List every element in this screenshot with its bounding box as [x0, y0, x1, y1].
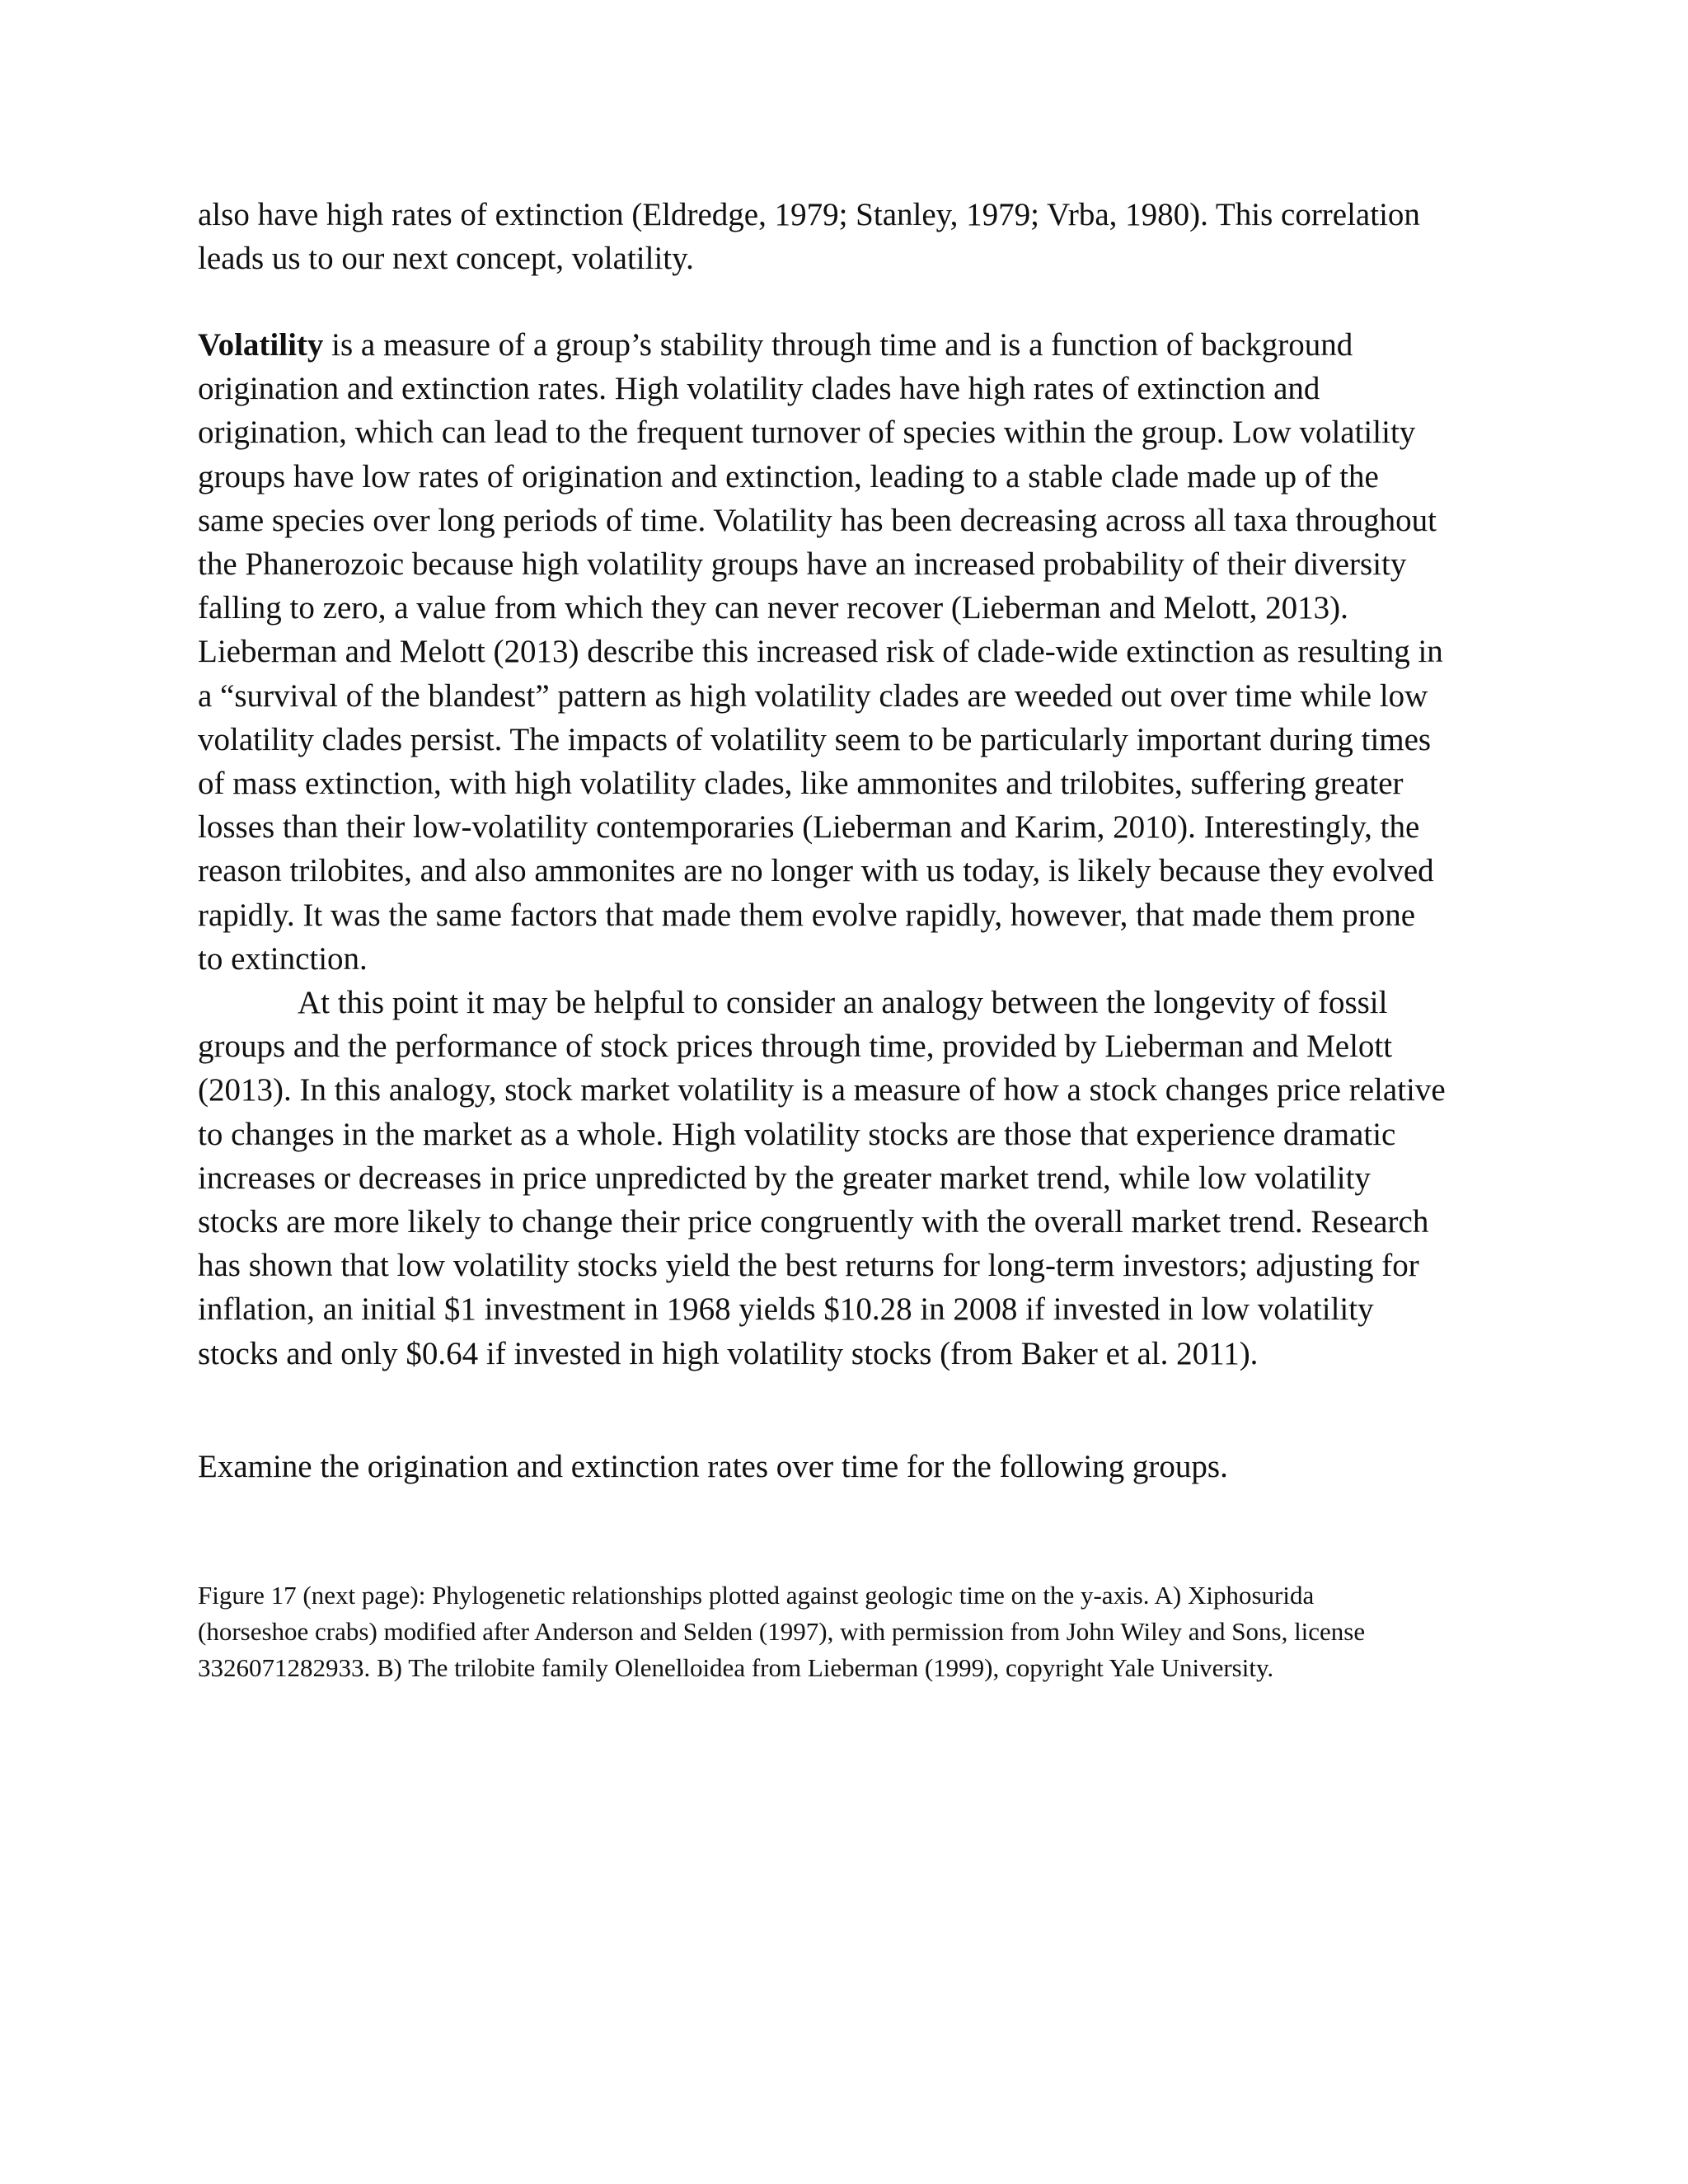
text-line: volatility clades persist. The impacts of volatility seem to be particularly important during times [198, 721, 1432, 757]
text-line: reason trilobites, and also ammonites are no longer with us today, is likely because they evolved [198, 853, 1434, 889]
text-line: falling to zero, a value from which they can never recover (Lieberman and Melott, 2013). [198, 590, 1348, 626]
text-line: groups and the performance of stock prices through time, provided by Lieberman and Melott [198, 1029, 1393, 1065]
text-line: also have high rates of extinction (Eldredge, 1979; Stanley, 1979; Vrba, 1980). This correlation [198, 197, 1420, 232]
caption-line: Figure 17 (next page): Phylogenetic relationships plotted against geologic time on the y-axis. A) Xiphosurida [198, 1581, 1315, 1610]
text-line: origination, which can lead to the frequent turnover of species within the group. Low volatility [198, 415, 1416, 451]
text-line: At this point it may be helpful to consider an analogy between the longevity of fossil [298, 985, 1388, 1021]
volatility-term: Volatility [198, 327, 324, 363]
text-line: leads us to our next concept, volatility. [198, 241, 694, 277]
text-line: groups have low rates of origination and extinction, leading to a stable clade made up of the [198, 458, 1379, 494]
intro-paragraph [198, 193, 1500, 280]
text-line: stocks and only $0.64 if invested in high volatility stocks (from Baker et al. 2011). [198, 1335, 1259, 1371]
examine-paragraph [198, 1445, 1500, 1488]
text-line: inflation, an initial $1 investment in 1968 yields $10.28 in 2008 if invested in low volatility [198, 1291, 1374, 1328]
caption-line: (horseshoe crabs) modified after Anderson and Selden (1997), with permission from John Wiley and Sons, license [198, 1617, 1366, 1646]
text-line: a “survival of the blandest” pattern as high volatility clades are weeded out over time while low [198, 677, 1428, 714]
text-line: of mass extinction, with high volatility clades, like ammonites and trilobites, suffering greater [198, 766, 1404, 802]
text-line: the Phanerozoic because high volatility groups have an increased probability of their diversity [198, 546, 1407, 583]
text-line: (2013). In this analogy, stock market volatility is a measure of how a stock changes price relative [198, 1072, 1446, 1108]
text-line: to changes in the market as a whole. High volatility stocks are those that experience dramatic [198, 1116, 1396, 1152]
text-segment: is a measure of a group’s stability through time and is a function of background [323, 327, 1353, 363]
text-line: stocks are more likely to change their price congruently with the overall market trend. Research [198, 1204, 1429, 1240]
text-line: to extinction. [198, 940, 368, 977]
caption-line: 3326071282933. B) The trilobite family Olenelloidea from Lieberman (1999), copyright Yale University. [198, 1653, 1274, 1682]
text-line: losses than their low-volatility contemporaries (Lieberman and Karim, 2010). Interestingly, the [198, 809, 1420, 846]
volatility-paragraph [198, 323, 1500, 1376]
text-line [198, 323, 1500, 367]
text-line: rapidly. It was the same factors that made them evolve rapidly, however, that made them prone [198, 897, 1416, 933]
figure-caption [198, 1577, 1500, 1686]
text-line: Lieberman and Melott (2013) describe this increased risk of clade-wide extinction as resulting in [198, 634, 1443, 670]
text-line: has shown that low volatility stocks yield the best returns for long-term investors; adjusting for [198, 1248, 1419, 1284]
text-line: origination and extinction rates. High volatility clades have high rates of extinction and [198, 371, 1320, 407]
text-line: increases or decreases in price unpredicted by the greater market trend, while low volatility [198, 1160, 1371, 1196]
text-line: same species over long periods of time. Volatility has been decreasing across all taxa throughout [198, 502, 1437, 538]
text-line: Examine the origination and extinction rates over time for the following groups. [198, 1449, 1228, 1484]
